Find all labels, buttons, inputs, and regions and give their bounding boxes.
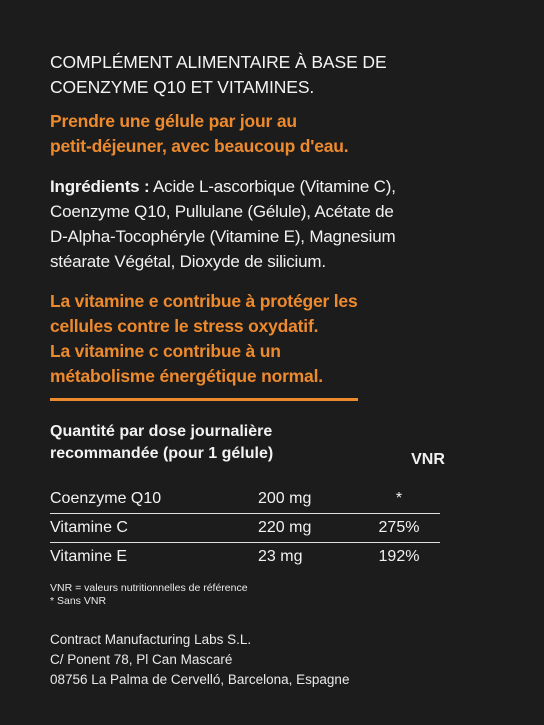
title-line-1: COMPLÉMENT ALIMENTAIRE À BASE DE — [50, 52, 387, 72]
ingredients-list — [50, 174, 470, 274]
nutrient-amount: 200 mg — [258, 490, 312, 507]
label-content — [50, 50, 470, 690]
health-claims — [50, 289, 470, 389]
ingredients-text-4: stéarate Végétal, Dioxyde de silicium. — [50, 252, 326, 271]
ingredients-text-1: Acide L-ascorbique (Vitamine C), — [149, 177, 396, 196]
address-line-1: Contract Manufacturing Labs S.L. — [50, 632, 252, 647]
ingredients-text-3: D-Alpha-Tocophéryle (Vitamine E), Magnesium — [50, 227, 396, 246]
footnote-asterisk: * Sans VNR — [50, 595, 107, 607]
address-line-2: C/ Ponent 78, Pl Can Mascaré — [50, 652, 233, 667]
ingredients-line-1 — [50, 174, 470, 199]
instruction-line-1: Prendre une gélule par jour au — [50, 111, 297, 131]
quantity-heading — [50, 421, 350, 465]
vnr-heading: VNR — [411, 451, 445, 468]
table-row — [50, 485, 440, 514]
nutrition-table — [50, 485, 440, 571]
claim-line-2: cellules contre le stress oxydatif. — [50, 316, 319, 336]
product-title — [50, 50, 470, 100]
claim-line-3: La vitamine c contribue à un — [50, 341, 281, 361]
instruction-line-2: petit-déjeuner, avec beaucoup d'eau. — [50, 136, 349, 156]
ingredients-text-2: Coenzyme Q10, Pullulane (Gélule), Acétate de — [50, 202, 394, 221]
nutrient-name: Coenzyme Q10 — [50, 490, 162, 507]
nutrient-amount: 220 mg — [258, 519, 312, 536]
quantity-heading-line-2: recommandée (pour 1 gélule) — [50, 445, 274, 462]
title-line-2: COENZYME Q10 ET VITAMINES. — [50, 77, 315, 97]
claim-line-1: La vitamine e contribue à protéger les — [50, 291, 358, 311]
table-row — [50, 543, 440, 572]
manufacturer-address — [50, 630, 470, 690]
nutrient-vnr: * — [395, 490, 403, 507]
ingredients-label: Ingrédients : — [50, 177, 150, 196]
footnote-vnr: VNR = valeurs nutritionnelles de référence — [50, 582, 248, 594]
dosage-instruction — [50, 109, 470, 159]
address-line-3: 08756 La Palma de Cervelló, Barcelona, Espagne — [50, 672, 350, 687]
table-row — [50, 514, 440, 543]
claim-line-4: métabolisme énergétique normal. — [50, 366, 323, 386]
accent-divider — [50, 398, 358, 401]
nutrient-vnr: 275% — [378, 519, 420, 536]
nutrient-name: Vitamine E — [50, 548, 128, 565]
table-footnotes — [50, 582, 470, 608]
quantity-heading-line-1: Quantité par dose journalière — [50, 423, 273, 440]
nutrition-table-header — [50, 421, 470, 477]
nutrient-name: Vitamine C — [50, 519, 128, 536]
nutrient-amount: 23 mg — [258, 548, 303, 565]
nutrient-vnr: 192% — [378, 548, 420, 565]
